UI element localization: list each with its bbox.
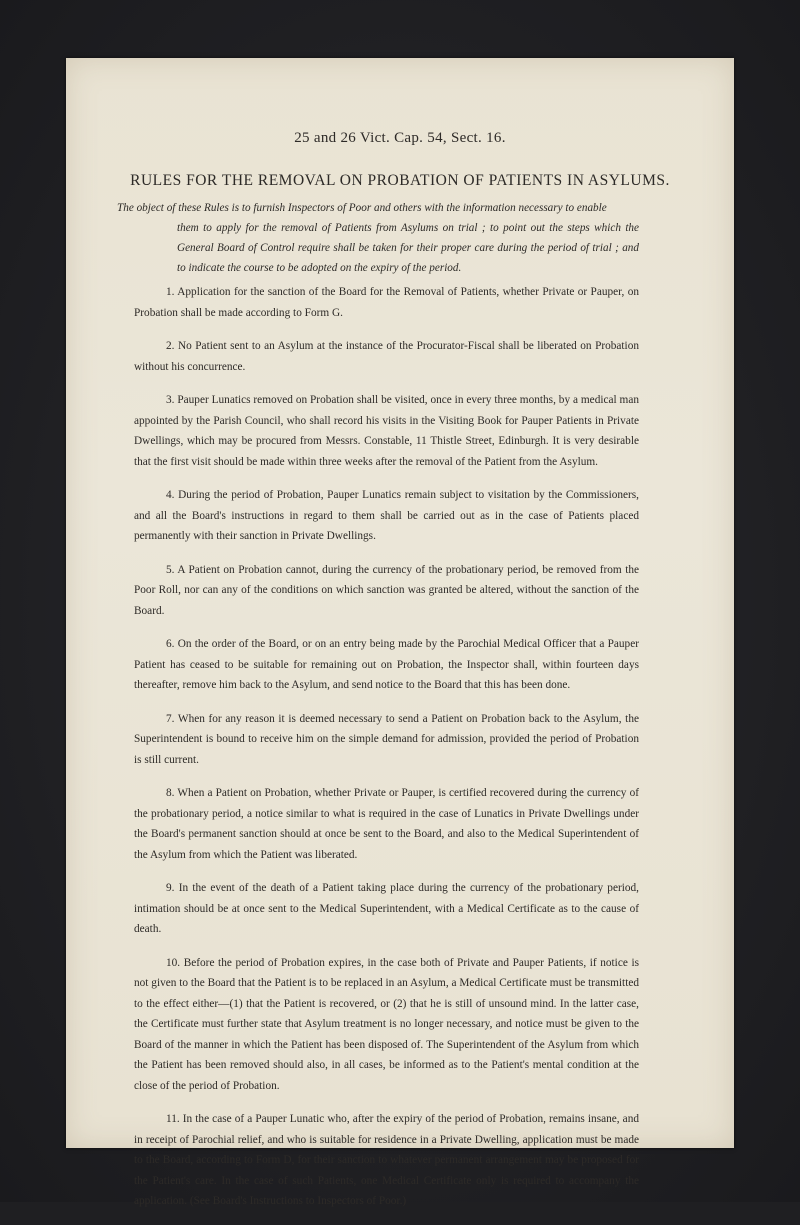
rule-3: 3. Pauper Lunatics removed on Probation shall be visited, once in every three months, by a medical man appointed by the Parish Council, who shall record his visits in the Visiting Book for Pauper Patients in Private Dwellings, which may be procured from Messrs. Constable, 11 Thistle Street, Edinburgh. It is very desirable that the first visit should be made within three weeks after the removal of the Patient from the Asylum. xyxy=(134,394,639,468)
rule-5: 5. A Patient on Probation cannot, during the currency of the probationary period, be removed from the Poor Roll, nor can any of the conditions on which sanction was granted be altered, without the sanction of the Board. xyxy=(134,563,639,617)
rule-1: 1. Application for the sanction of the Board for the Removal of Patients, whether Private or Pauper, on Probation shall be made according to Form G. xyxy=(134,286,639,319)
rule-7: 7. When for any reason it is deemed necessary to send a Patient on Probation back to the Asylum, the Superintendent is bound to receive him on the simple demand for admission, provided the period of Probation is still current. xyxy=(134,712,639,766)
rule-11: 11. In the case of a Pauper Lunatic who, after the expiry of the period of Probation, remains insane, and in receipt of Parochial relief, and who is suitable for residence in a Private Dwelling, application must be made to the Board, according to Form D, for their sanction to whatever permanent arrangement may be proposed for the Patient's care. In the case of such Patients, one Medical Certificate only is required to accompany the application. (See Board's Instructions to Inspectors of Poor.) xyxy=(134,1113,639,1207)
rule-10: 10. Before the period of Probation expires, in the case both of Private and Pauper Patients, if notice is not given to the Board that the Patient is to be replaced in an Asylum, a Medical Certificate must be transmitted to the effect either—(1) that the Patient is recovered, or (2) that he is still of unsound mind. In the latter case, the Certificate must further state that Asylum treatment is no longer necessary, and notice must be given to the Board of the manner in which the Patient has been disposed of. The Superintendent of the Asylum from which the Patient has been removed should also, in all cases, be informed as to the Patient's mental condition at the close of the period of Probation. xyxy=(134,956,639,1092)
document-title: RULES FOR THE REMOVAL ON PROBATION OF PATIENTS IN ASYLUMS. xyxy=(130,172,670,189)
rules-list xyxy=(134,282,639,1225)
intro-line: The object of these Rules is to furnish Inspectors of Poor and others with the information necessary to enable xyxy=(117,202,607,214)
intro-line: to indicate the course to be adopted on the expiry of the period. xyxy=(177,262,462,274)
rule-8: 8. When a Patient on Probation, whether Private or Pauper, is certified recovered during the currency of the probationary period, a notice similar to what is required in the case of Lunatics in Private Dwellings under the Board's permanent sanction should at once be sent to the Board, and also to the Medical Superintendent of the Asylum from which the Patient was liberated. xyxy=(134,787,639,861)
rule-2: 2. No Patient sent to an Asylum at the instance of the Procurator-Fiscal shall be liberated on Probation without his concurrence. xyxy=(134,340,639,373)
rule-4: 4. During the period of Probation, Pauper Lunatics remain subject to visitation by the Commissioners, and all the Board's instructions in regard to them shall be carried out as in the case of Patients placed permanently with their sanction in Private Dwellings. xyxy=(134,489,639,542)
intro-line: General Board of Control require shall be taken for their proper care during the period of trial ; and xyxy=(177,242,639,254)
rule-9: 9. In the event of the death of a Patient taking place during the currency of the probationary period, intimation should be at once sent to the Medical Superintendent, with a Medical Certificate as to the cause of death. xyxy=(134,882,639,935)
rule-6: 6. On the order of the Board, or on an entry being made by the Parochial Medical Officer that a Pauper Patient has ceased to be suitable for remaining out on Probation, the Inspector shall, within fourteen days thereafter, remove him back to the Asylum, and send notice to the Board that this has been done. xyxy=(134,638,639,691)
intro-line: them to apply for the removal of Patients from Asylums on trial ; to point out the steps which the xyxy=(177,222,639,234)
intro-paragraph xyxy=(119,198,639,278)
document-page xyxy=(66,58,734,1207)
statute-reference: 25 and 26 Vict. Cap. 54, Sect. 16. xyxy=(294,130,506,146)
